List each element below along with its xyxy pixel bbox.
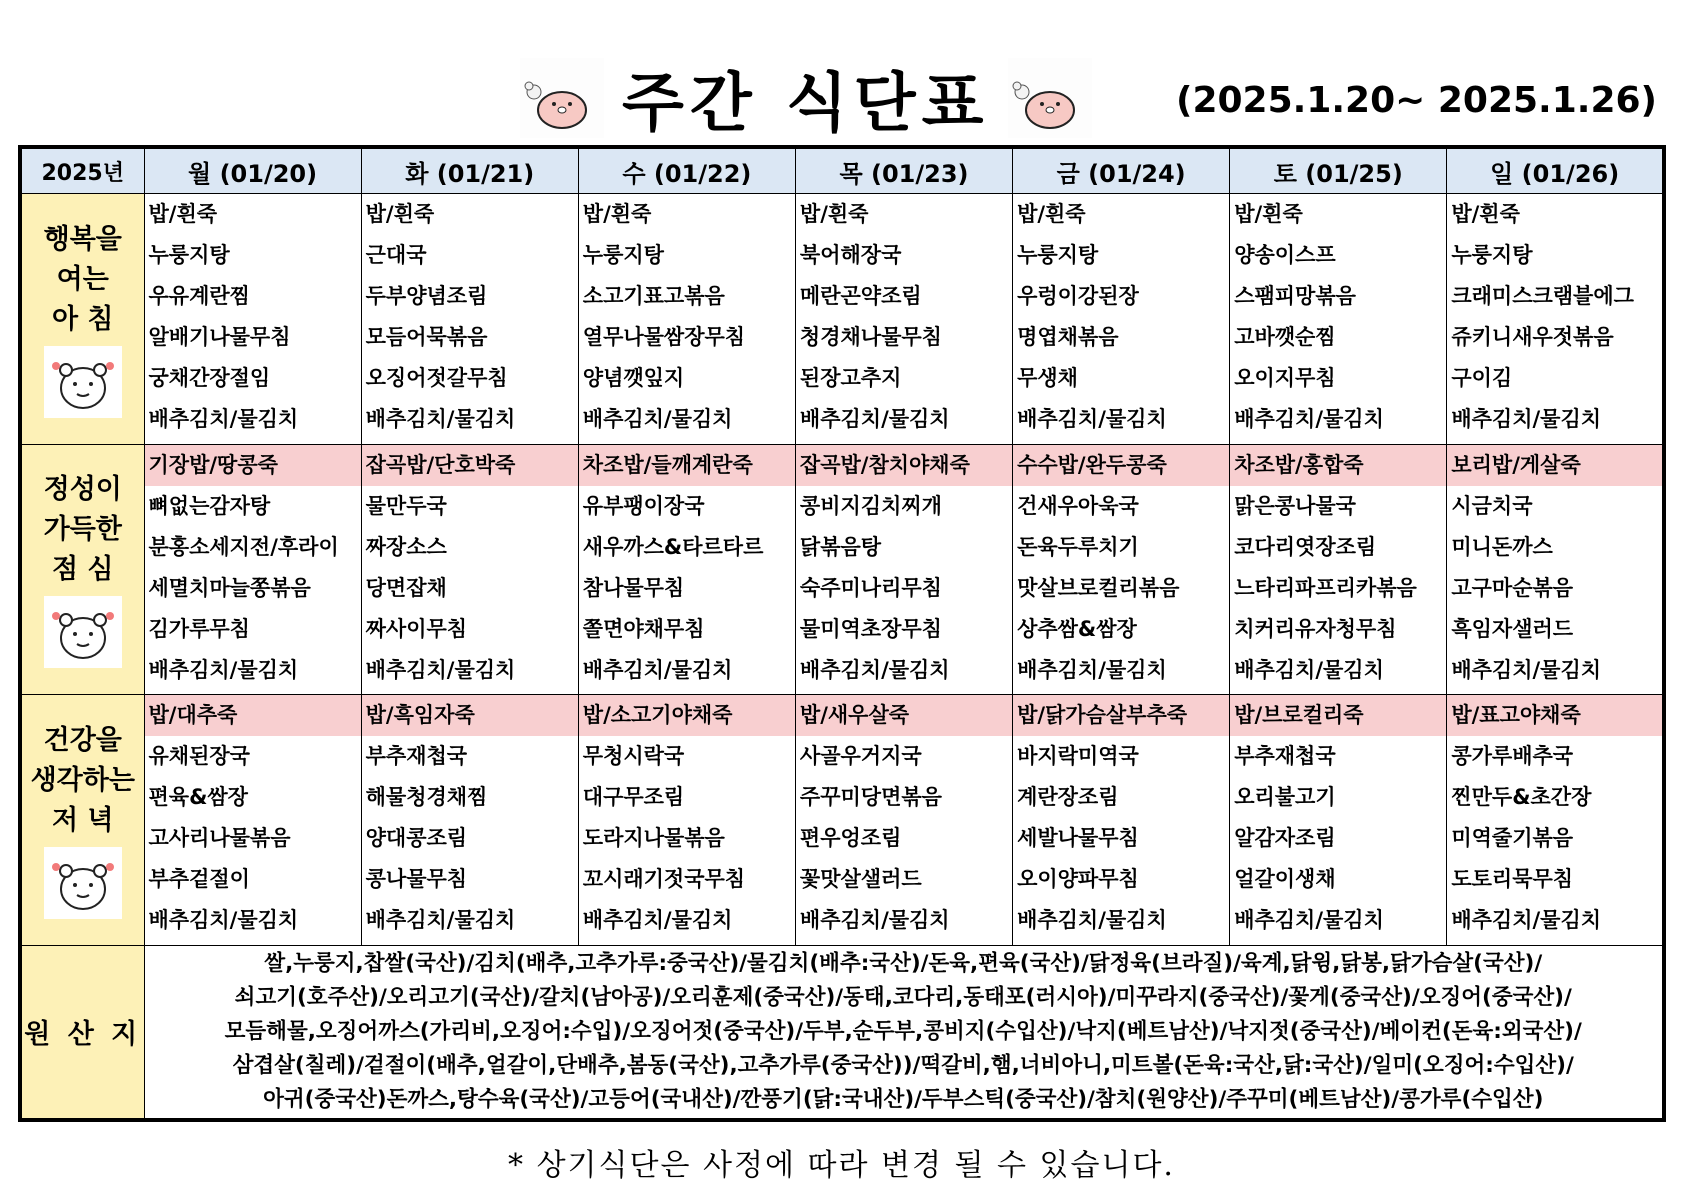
mascot-right-image: [1008, 58, 1092, 138]
dinner-cell-thu: [795, 695, 1012, 946]
menu-item: 명엽채볶음: [1017, 325, 1119, 349]
menu-item: 콩가루배추국: [1451, 744, 1574, 768]
menu-item: 배추김치/물김치: [1017, 407, 1167, 431]
dinner-cell-sun: [1447, 695, 1664, 946]
breakfast-row: [20, 194, 1664, 445]
menu-item-main: 밥/대추죽: [145, 695, 361, 736]
meal-label-line: 건강을: [43, 724, 122, 756]
menu-item: 뼈없는감자탕: [148, 493, 271, 518]
menu-item: 돈육두루치기: [1017, 534, 1139, 559]
dinner-cell-mon: [144, 695, 361, 946]
meal-label-line: 생각하는: [30, 764, 135, 796]
breakfast-cell-mon: [144, 194, 361, 445]
menu-item: 배추김치/물김치: [582, 407, 733, 431]
menu-item: 숙주미나리무침: [799, 575, 942, 600]
origin-line: 쇠고기(호주산)/오리고기(국산)/갈치(남아공)/오리훈제(중국산)/동태,코다리,동태포(러시아)/미꾸라지(중국산)/꽃게(중국산)/오징어(중국산)/: [234, 984, 1572, 1010]
menu-item: 소고기표고볶음: [582, 284, 725, 308]
menu-item: 배추김치/물김치: [799, 657, 950, 682]
mascot-icon: [44, 346, 122, 418]
menu-item: 느타리파프리카볶음: [1234, 575, 1417, 600]
page-title: 주간 식단표: [622, 67, 990, 141]
menu-item: 배추김치/물김치: [1234, 657, 1384, 682]
menu-item-main: 밥/흰죽: [799, 202, 869, 226]
menu-item: 배추김치/물김치: [582, 908, 733, 932]
menu-item-main: 수수밥/완두콩죽: [1013, 445, 1229, 486]
menu-item: 미니돈까스: [1451, 534, 1553, 559]
menu-item: 배추김치/물김치: [1451, 407, 1602, 431]
menu-item-main: 잡곡밥/참치야채죽: [796, 445, 1012, 486]
dinner-cell-wed: [578, 695, 795, 946]
lunch-cell-sat: [1230, 444, 1447, 695]
meal-label-line: 가득한: [43, 514, 122, 546]
menu-item: 치커리유자청무침: [1234, 616, 1397, 641]
menu-item: 양대콩조림: [365, 826, 468, 850]
lunch-label: [20, 444, 144, 695]
menu-item: 근대국: [365, 243, 427, 267]
lunch-cell-thu: [795, 444, 1012, 695]
menu-item: 북어해장국: [799, 243, 902, 267]
menu-item: 크래미스크램블에그: [1451, 284, 1634, 308]
menu-item-main: 기장밥/땅콩죽: [145, 445, 361, 486]
menu-item-main: 밥/닭가슴살부추죽: [1013, 695, 1229, 736]
menu-item: 사골우거지국: [799, 744, 922, 768]
hamster-icon: [520, 58, 604, 138]
meal-label-line: 정성이: [43, 474, 122, 506]
menu-item: 미역줄기볶음: [1451, 826, 1574, 850]
menu-item: 배추김치/물김치: [799, 407, 950, 431]
dinner-row: [20, 695, 1664, 946]
breakfast-cell-fri: [1013, 194, 1230, 445]
menu-item: 계란장조림: [1017, 785, 1119, 809]
menu-item: 배추김치/물김치: [365, 908, 516, 932]
menu-item: 짜사이무침: [365, 616, 468, 641]
menu-item: 주꾸미당면볶음: [799, 785, 942, 809]
menu-item-main: 차조밥/홍합죽: [1230, 445, 1446, 486]
menu-item: 김가루무침: [148, 616, 250, 641]
menu-item: 편육&쌈장: [148, 785, 248, 809]
meal-label-line: 저 녁: [51, 804, 114, 836]
dinner-cell-sat: [1230, 695, 1447, 946]
menu-item-main: 보리밥/게살죽: [1447, 445, 1662, 486]
menu-item: 열무나물쌈장무침: [582, 325, 746, 349]
menu-item: 누룽지탕: [1017, 243, 1099, 267]
menu-item: 꼬시래기젓국무침: [582, 867, 746, 891]
menu-item: 배추김치/물김치: [1017, 657, 1167, 682]
menu-item: 무청시락국: [582, 744, 685, 768]
menu-item: 당면잡채: [365, 575, 447, 600]
menu-item: 물미역초장무침: [799, 616, 942, 641]
menu-item-main: 밥/흰죽: [365, 202, 435, 226]
mascot-icon: [44, 847, 122, 919]
menu-item-main: 밥/흰죽: [582, 202, 652, 226]
menu-item-main: 밥/흑임자죽: [362, 695, 578, 736]
breakfast-cell-wed: [578, 194, 795, 445]
menu-item: 닭볶음탕: [799, 534, 882, 559]
menu-item: 유채된장국: [148, 744, 250, 768]
menu-item: 배추김치/물김치: [582, 657, 733, 682]
weekly-menu-table: [18, 145, 1666, 1122]
menu-item: 콩나물무침: [365, 867, 468, 891]
menu-item-main: 밥/흰죽: [1234, 202, 1303, 226]
menu-item: 쥬키니새우젓볶음: [1451, 325, 1614, 349]
menu-item: 물만두국: [365, 493, 447, 518]
menu-item: 배추김치/물김치: [1451, 908, 1602, 932]
footer-note: * 상기식단은 사정에 따라 변경 될 수 있습니다.: [508, 1148, 1175, 1183]
menu-item: 누룽지탕: [148, 243, 230, 267]
menu-item: 꽃맛살샐러드: [799, 867, 922, 891]
breakfast-cell-thu: [795, 194, 1012, 445]
menu-item: 배추김치/물김치: [148, 657, 299, 682]
page-header: [0, 0, 1683, 140]
menu-item: 참나물무침: [582, 575, 685, 600]
day-header-mon: 월 (01/20): [144, 147, 361, 194]
day-header-tue: 화 (01/21): [361, 147, 578, 194]
date-range: (2025.1.20~ 2025.1.26): [1176, 80, 1657, 121]
dinner-cell-fri: [1013, 695, 1230, 946]
menu-item: 흑임자샐러드: [1451, 616, 1574, 641]
menu-item: 오리불고기: [1234, 785, 1336, 809]
menu-item: 배추김치/물김치: [799, 908, 950, 932]
menu-item: 세발나물무침: [1017, 826, 1139, 850]
menu-item: 배추김치/물김치: [365, 657, 516, 682]
menu-item: 부추재첩국: [1234, 744, 1336, 768]
menu-item: 무생채: [1017, 366, 1078, 390]
menu-item: 새우까스&타르타르: [582, 534, 764, 559]
menu-item: 양송이스프: [1234, 243, 1336, 267]
menu-item-main: 밥/흰죽: [1017, 202, 1086, 226]
menu-item: 세멸치마늘쫑볶음: [148, 575, 311, 600]
origin-label: 원 산 지: [20, 945, 144, 1120]
menu-item: 모듬어묵볶음: [365, 325, 488, 349]
year-header: 2025년: [20, 147, 144, 194]
day-header-thu: 목 (01/23): [795, 147, 1012, 194]
menu-item-main: 차조밥/들깨계란죽: [579, 445, 795, 486]
menu-item: 양념깻잎지: [582, 366, 685, 390]
day-header-fri: 금 (01/24): [1013, 147, 1230, 194]
menu-item: 우유계란찜: [148, 284, 250, 308]
menu-item-main: 밥/흰죽: [1451, 202, 1520, 226]
meal-body: [20, 194, 1664, 946]
lunch-cell-sun: [1447, 444, 1664, 695]
menu-item: 고구마순볶음: [1451, 575, 1574, 600]
breakfast-cell-sun: [1447, 194, 1664, 445]
meal-label-line: 행복을: [43, 223, 122, 255]
origin-line: 쌀,누룽지,찹쌀(국산)/김치(배추,고추가루:중국산)/물김치(배추:국산)/돈육,편육(국산)/닭정육(브라질)/육계,닭윙,닭봉,닭가슴살(국산)/: [264, 950, 1543, 976]
menu-item: 유부팽이장국: [582, 493, 705, 518]
dinner-label: [20, 695, 144, 946]
menu-item: 배추김치/물김치: [148, 908, 299, 932]
mascot-icon: [44, 596, 122, 668]
menu-item: 맑은콩나물국: [1234, 493, 1356, 518]
menu-item: 배추김치/물김치: [1017, 908, 1167, 932]
origin-line: 모듬해물,오징어까스(가리비,오징어:수입)/오징어젓(중국산)/두부,순두부,콩비지(수입산)/낙지(베트남산)/낙지젓(중국산)/베이컨(돈육:외국산)/: [224, 1018, 1582, 1044]
menu-item: 누룽지탕: [582, 243, 664, 267]
lunch-cell-fri: [1013, 444, 1230, 695]
menu-item: 부추재첩국: [365, 744, 468, 768]
menu-item: 오징어젓갈무침: [365, 366, 508, 390]
origin-line: 삼겹살(칠레)/겉절이(배추,얼갈이,단배추,봄동(국산),고추가루(중국산))/떡갈비,햄,너비아니,미트볼(돈육:국산,닭:국산)/일미(오징어:수입산)/: [232, 1052, 1574, 1078]
menu-item-main: 밥/새우살죽: [796, 695, 1012, 736]
day-header-sun: 일 (01/26): [1447, 147, 1664, 194]
origin-text: [144, 945, 1664, 1120]
menu-item: 오이지무침: [1234, 366, 1336, 390]
menu-item-main: 밥/표고야채죽: [1447, 695, 1662, 736]
menu-item: 쫄면야채무침: [582, 616, 705, 641]
menu-item: 배추김치/물김치: [1234, 908, 1384, 932]
lunch-cell-wed: [578, 444, 795, 695]
menu-item: 된장고추지: [799, 366, 902, 390]
meal-label-line: 점 심: [51, 554, 114, 586]
menu-item: 짜장소스: [365, 534, 447, 559]
menu-item: 우렁이강된장: [1017, 284, 1139, 308]
menu-item: 분홍소세지전/후라이: [148, 534, 339, 559]
menu-item: 바지락미역국: [1017, 744, 1139, 768]
menu-item: 편우엉조림: [799, 826, 902, 850]
breakfast-cell-sat: [1230, 194, 1447, 445]
menu-item: 청경채나물무침: [799, 325, 942, 349]
menu-item: 배추김치/물김치: [1451, 657, 1602, 682]
origin-line: 아귀(중국산)돈까스,탕수육(국산)/고등어(국내산)/깐풍기(닭:국내산)/두부스틱(중국산)/참치(원양산)/주꾸미(베트남산)/콩가루(수입산): [263, 1086, 1544, 1112]
menu-item: 코다리엿장조림: [1234, 534, 1377, 559]
menu-item-main: 밥/브로컬리죽: [1230, 695, 1446, 736]
day-header-row: [20, 147, 1664, 194]
meal-label-line: 아 침: [51, 303, 114, 335]
menu-item: 도라지나물볶음: [582, 826, 725, 850]
menu-item: 시금치국: [1451, 493, 1533, 518]
lunch-row: [20, 444, 1664, 695]
menu-item-main: 밥/흰죽: [148, 202, 218, 226]
breakfast-cell-tue: [361, 194, 578, 445]
menu-item: 맛살브로컬리볶음: [1017, 575, 1180, 600]
menu-item: 대구무조림: [582, 785, 685, 809]
menu-item-main: 밥/소고기야채죽: [579, 695, 795, 736]
menu-item: 알배기나물무침: [148, 325, 291, 349]
day-header-sat: 토 (01/25): [1230, 147, 1447, 194]
hamster-icon: [1008, 58, 1092, 138]
menu-item: 메란곤약조림: [799, 284, 922, 308]
menu-item: 오이양파무침: [1017, 867, 1139, 891]
menu-item: 스팸피망볶음: [1234, 284, 1356, 308]
menu-item: 고바깻순찜: [1234, 325, 1336, 349]
menu-item: 배추김치/물김치: [1234, 407, 1384, 431]
menu-item: 배추김치/물김치: [365, 407, 516, 431]
menu-item: 찐만두&초간장: [1451, 785, 1592, 809]
menu-item: 알감자조림: [1234, 826, 1336, 850]
menu-item: 두부양념조림: [365, 284, 488, 308]
meal-label-line: 여는: [56, 263, 109, 295]
lunch-cell-mon: [144, 444, 361, 695]
mascot-left-image: [520, 58, 604, 138]
menu-item: 상추쌈&쌈장: [1017, 616, 1137, 641]
menu-item: 누룽지탕: [1451, 243, 1533, 267]
lunch-cell-tue: [361, 444, 578, 695]
dinner-cell-tue: [361, 695, 578, 946]
menu-item: 건새우아욱국: [1017, 493, 1139, 518]
menu-item: 고사리나물볶음: [148, 826, 291, 850]
menu-item: 해물청경채찜: [365, 785, 488, 809]
menu-item-main: 잡곡밥/단호박죽: [362, 445, 578, 486]
day-header-wed: 수 (01/22): [578, 147, 795, 194]
menu-item: 얼갈이생채: [1234, 867, 1336, 891]
menu-item: 배추김치/물김치: [148, 407, 299, 431]
origin-row: [20, 945, 1664, 1120]
menu-item: 도토리묵무침: [1451, 867, 1574, 891]
menu-item: 부추겉절이: [148, 867, 250, 891]
menu-item: 콩비지김치찌개: [799, 493, 942, 518]
menu-item: 구이김: [1451, 366, 1513, 390]
menu-item: 궁채간장절임: [148, 366, 271, 390]
breakfast-label: [20, 194, 144, 445]
